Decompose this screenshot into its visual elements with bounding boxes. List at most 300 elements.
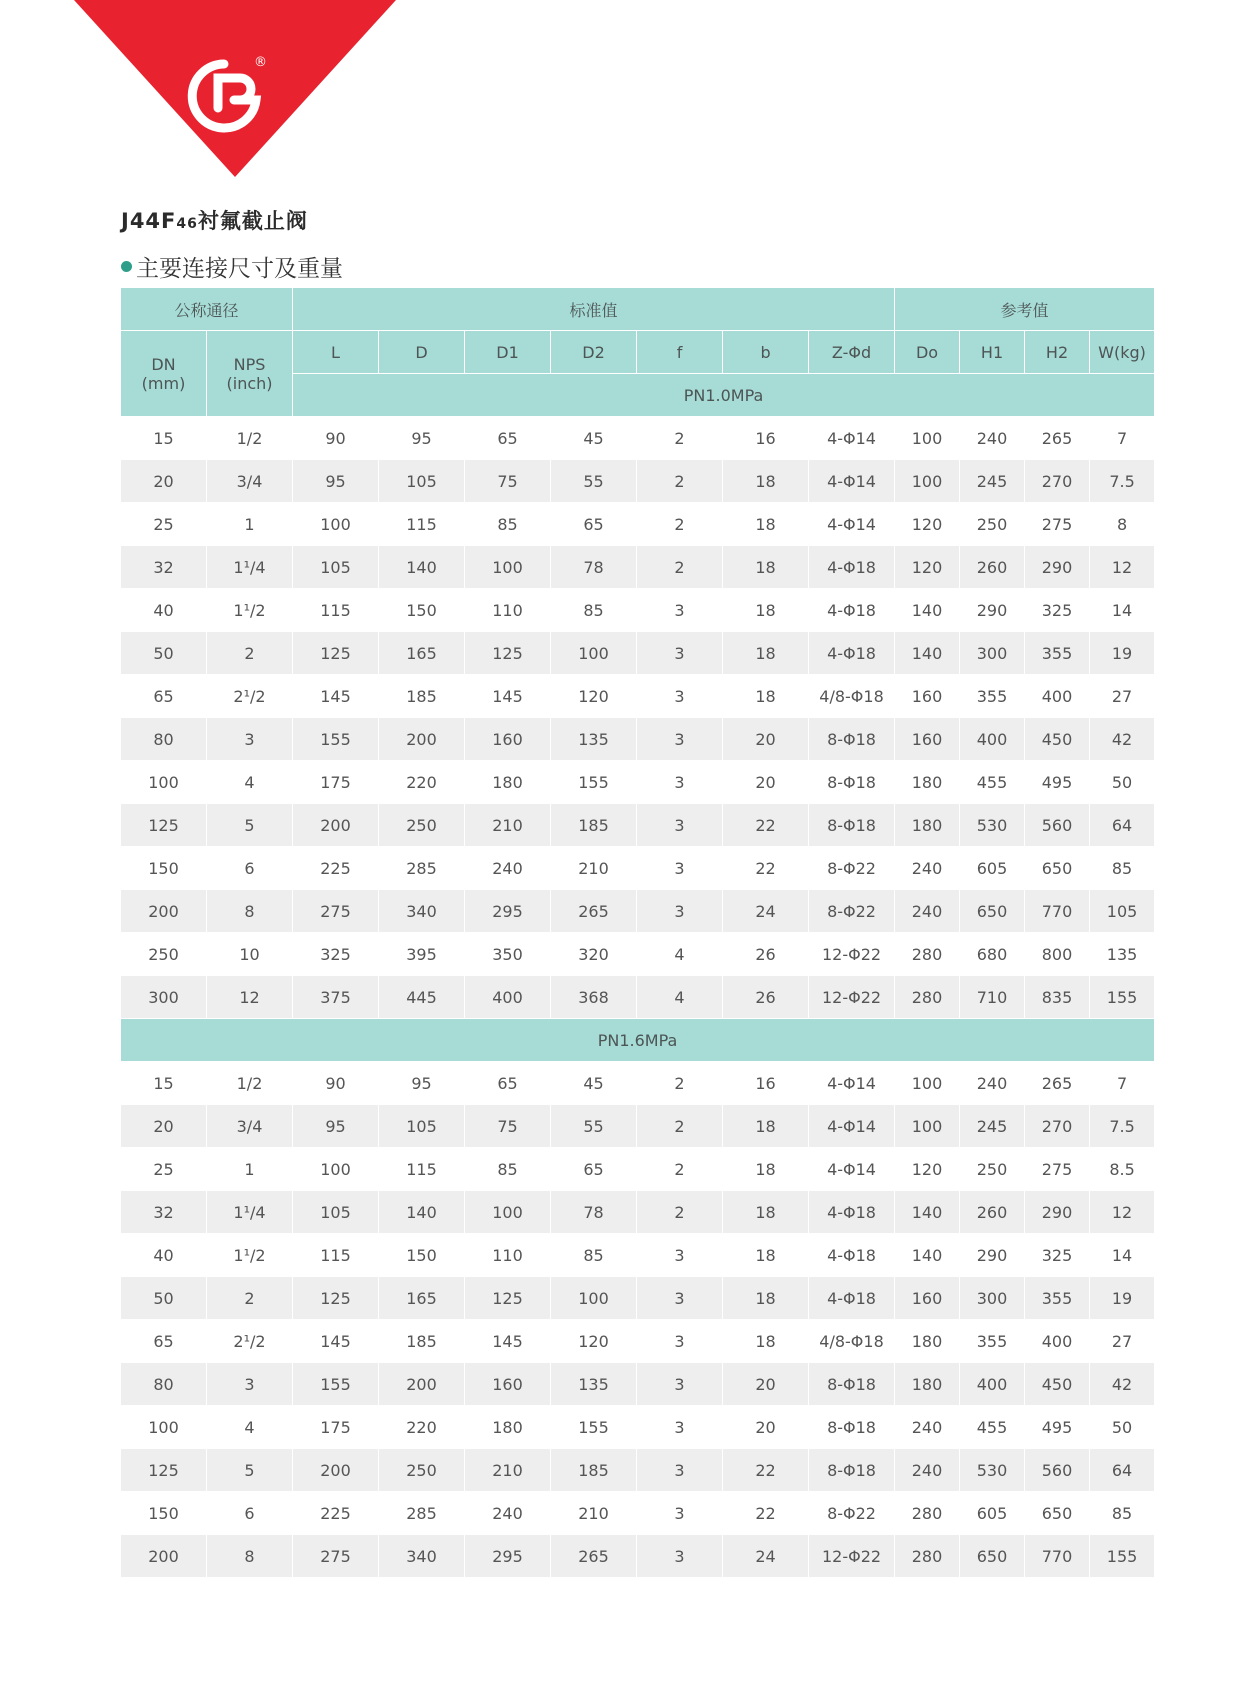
cell-nps: 2¹/2 bbox=[207, 1320, 293, 1363]
cell-h2: 450 bbox=[1025, 1363, 1090, 1406]
cell-d1: 110 bbox=[465, 589, 551, 632]
cell-dn: 50 bbox=[121, 632, 207, 675]
cell-l: 200 bbox=[293, 1449, 379, 1492]
cell-do: 280 bbox=[895, 1492, 960, 1535]
cell-l: 275 bbox=[293, 1535, 379, 1578]
header-L: L bbox=[293, 331, 379, 374]
header-dn bbox=[121, 331, 207, 417]
cell-b: 18 bbox=[723, 1277, 809, 1320]
cell-do: 160 bbox=[895, 1277, 960, 1320]
header-z-phi-d: Z-Φd bbox=[809, 331, 895, 374]
cell-do: 140 bbox=[895, 1191, 960, 1234]
cell-weight: 27 bbox=[1090, 1320, 1155, 1363]
cell-nps: 6 bbox=[207, 1492, 293, 1535]
cell-l: 325 bbox=[293, 933, 379, 976]
cell-d1: 160 bbox=[465, 1363, 551, 1406]
cell-nps: 12 bbox=[207, 976, 293, 1019]
cell-d2: 320 bbox=[551, 933, 637, 976]
cell-dn: 125 bbox=[121, 804, 207, 847]
cell-b: 18 bbox=[723, 503, 809, 546]
cell-weight: 50 bbox=[1090, 761, 1155, 804]
cell-h1: 680 bbox=[960, 933, 1025, 976]
cell-d: 340 bbox=[379, 1535, 465, 1578]
cell-weight: 19 bbox=[1090, 632, 1155, 675]
cell-f: 3 bbox=[637, 632, 723, 675]
cell-l: 225 bbox=[293, 847, 379, 890]
cell-do: 140 bbox=[895, 589, 960, 632]
cell-z-phi-d: 8-Φ22 bbox=[809, 1492, 895, 1535]
cell-z-phi-d: 8-Φ18 bbox=[809, 1406, 895, 1449]
cell-do: 280 bbox=[895, 933, 960, 976]
cell-z-phi-d: 12-Φ22 bbox=[809, 976, 895, 1019]
cell-nps: 8 bbox=[207, 890, 293, 933]
cell-do: 180 bbox=[895, 1320, 960, 1363]
cell-d2: 120 bbox=[551, 675, 637, 718]
cell-z-phi-d: 8-Φ18 bbox=[809, 1363, 895, 1406]
cell-d2: 45 bbox=[551, 417, 637, 460]
cell-nps: 1¹/4 bbox=[207, 1191, 293, 1234]
cell-nps: 1 bbox=[207, 503, 293, 546]
cell-do: 240 bbox=[895, 1449, 960, 1492]
cell-h2: 560 bbox=[1025, 804, 1090, 847]
cell-z-phi-d: 4-Φ14 bbox=[809, 460, 895, 503]
title-model: J44F bbox=[121, 209, 177, 233]
cell-do: 280 bbox=[895, 976, 960, 1019]
bullet-icon bbox=[121, 261, 132, 272]
cell-weight: 50 bbox=[1090, 1406, 1155, 1449]
cell-h1: 400 bbox=[960, 718, 1025, 761]
cell-z-phi-d: 4-Φ18 bbox=[809, 589, 895, 632]
table-row bbox=[121, 632, 1155, 675]
cell-l: 115 bbox=[293, 589, 379, 632]
cell-do: 180 bbox=[895, 1363, 960, 1406]
cell-b: 18 bbox=[723, 1234, 809, 1277]
table-row bbox=[121, 460, 1155, 503]
table-row bbox=[121, 847, 1155, 890]
table-row bbox=[121, 1535, 1155, 1578]
cell-z-phi-d: 8-Φ22 bbox=[809, 847, 895, 890]
cell-d2: 65 bbox=[551, 503, 637, 546]
table-row bbox=[121, 976, 1155, 1019]
cell-h1: 290 bbox=[960, 1234, 1025, 1277]
cell-h2: 290 bbox=[1025, 1191, 1090, 1234]
cell-f: 2 bbox=[637, 546, 723, 589]
cell-z-phi-d: 8-Φ18 bbox=[809, 761, 895, 804]
cell-d2: 210 bbox=[551, 1492, 637, 1535]
cell-do: 120 bbox=[895, 546, 960, 589]
cell-h2: 270 bbox=[1025, 1105, 1090, 1148]
cell-weight: 19 bbox=[1090, 1277, 1155, 1320]
cell-d: 140 bbox=[379, 1191, 465, 1234]
cell-d: 95 bbox=[379, 1062, 465, 1105]
cell-h1: 245 bbox=[960, 460, 1025, 503]
cell-dn: 20 bbox=[121, 1105, 207, 1148]
cell-f: 3 bbox=[637, 1363, 723, 1406]
cell-nps: 1 bbox=[207, 1148, 293, 1191]
cell-d: 285 bbox=[379, 847, 465, 890]
cell-d1: 400 bbox=[465, 976, 551, 1019]
cell-d1: 75 bbox=[465, 1105, 551, 1148]
cell-h1: 530 bbox=[960, 804, 1025, 847]
cell-dn: 125 bbox=[121, 1449, 207, 1492]
cell-d2: 120 bbox=[551, 1320, 637, 1363]
cell-d: 250 bbox=[379, 1449, 465, 1492]
header-nps bbox=[207, 331, 293, 417]
cell-dn: 25 bbox=[121, 1148, 207, 1191]
logo-triangle bbox=[74, 0, 396, 177]
cell-nps: 2 bbox=[207, 632, 293, 675]
cell-d: 150 bbox=[379, 589, 465, 632]
header-H1: H1 bbox=[960, 331, 1025, 374]
cell-h1: 400 bbox=[960, 1363, 1025, 1406]
header-Do: Do bbox=[895, 331, 960, 374]
cell-d: 285 bbox=[379, 1492, 465, 1535]
cell-l: 145 bbox=[293, 1320, 379, 1363]
header-D1: D1 bbox=[465, 331, 551, 374]
cell-l: 200 bbox=[293, 804, 379, 847]
cell-b: 18 bbox=[723, 632, 809, 675]
cell-f: 4 bbox=[637, 976, 723, 1019]
cell-do: 140 bbox=[895, 1234, 960, 1277]
cell-z-phi-d: 4-Φ14 bbox=[809, 1105, 895, 1148]
title-name: 衬氟截止阀 bbox=[197, 209, 308, 233]
cell-nps: 1/2 bbox=[207, 417, 293, 460]
cell-h1: 355 bbox=[960, 675, 1025, 718]
cell-do: 180 bbox=[895, 804, 960, 847]
cell-z-phi-d: 8-Φ22 bbox=[809, 890, 895, 933]
cell-d1: 180 bbox=[465, 761, 551, 804]
cell-d1: 210 bbox=[465, 804, 551, 847]
cell-nps: 3 bbox=[207, 1363, 293, 1406]
cell-h1: 455 bbox=[960, 761, 1025, 804]
table-row bbox=[121, 761, 1155, 804]
cell-l: 95 bbox=[293, 460, 379, 503]
header-nps-label: NPS bbox=[233, 354, 266, 374]
cell-do: 140 bbox=[895, 632, 960, 675]
cell-weight: 8 bbox=[1090, 503, 1155, 546]
cell-d2: 100 bbox=[551, 1277, 637, 1320]
cell-dn: 300 bbox=[121, 976, 207, 1019]
cell-l: 105 bbox=[293, 546, 379, 589]
cell-d1: 110 bbox=[465, 1234, 551, 1277]
cell-dn: 40 bbox=[121, 1234, 207, 1277]
cell-dn: 100 bbox=[121, 761, 207, 804]
cell-d1: 85 bbox=[465, 503, 551, 546]
cell-b: 20 bbox=[723, 1406, 809, 1449]
cell-f: 3 bbox=[637, 1449, 723, 1492]
cell-l: 275 bbox=[293, 890, 379, 933]
cell-f: 2 bbox=[637, 1105, 723, 1148]
cell-b: 18 bbox=[723, 1148, 809, 1191]
cell-dn: 15 bbox=[121, 1062, 207, 1105]
cell-l: 155 bbox=[293, 1363, 379, 1406]
table-body-pn16 bbox=[121, 1062, 1155, 1578]
cell-h1: 605 bbox=[960, 1492, 1025, 1535]
cell-d2: 155 bbox=[551, 1406, 637, 1449]
cell-weight: 27 bbox=[1090, 675, 1155, 718]
header-D2: D2 bbox=[551, 331, 637, 374]
cell-l: 125 bbox=[293, 632, 379, 675]
cell-b: 16 bbox=[723, 1062, 809, 1105]
cell-b: 18 bbox=[723, 1320, 809, 1363]
cell-d: 200 bbox=[379, 718, 465, 761]
cell-do: 160 bbox=[895, 718, 960, 761]
cell-h1: 355 bbox=[960, 1320, 1025, 1363]
table-row bbox=[121, 1406, 1155, 1449]
cell-f: 3 bbox=[637, 1492, 723, 1535]
cell-b: 18 bbox=[723, 1191, 809, 1234]
cell-z-phi-d: 4-Φ18 bbox=[809, 632, 895, 675]
cell-h1: 260 bbox=[960, 1191, 1025, 1234]
cell-d1: 125 bbox=[465, 632, 551, 675]
cell-d2: 135 bbox=[551, 718, 637, 761]
cell-f: 3 bbox=[637, 1234, 723, 1277]
cell-weight: 14 bbox=[1090, 1234, 1155, 1277]
cell-weight: 155 bbox=[1090, 976, 1155, 1019]
cell-l: 90 bbox=[293, 417, 379, 460]
cell-do: 100 bbox=[895, 460, 960, 503]
cell-d2: 65 bbox=[551, 1148, 637, 1191]
cell-h2: 835 bbox=[1025, 976, 1090, 1019]
table-body-pn10 bbox=[121, 417, 1155, 1019]
cell-d2: 85 bbox=[551, 589, 637, 632]
cell-d1: 100 bbox=[465, 1191, 551, 1234]
cell-dn: 65 bbox=[121, 1320, 207, 1363]
cell-l: 125 bbox=[293, 1277, 379, 1320]
table-row bbox=[121, 675, 1155, 718]
cell-l: 95 bbox=[293, 1105, 379, 1148]
cell-f: 3 bbox=[637, 804, 723, 847]
pressure-band-pn10: PN1.0MPa bbox=[293, 374, 1155, 417]
header-b: b bbox=[723, 331, 809, 374]
cell-weight: 7 bbox=[1090, 417, 1155, 460]
cell-l: 225 bbox=[293, 1492, 379, 1535]
cell-dn: 20 bbox=[121, 460, 207, 503]
table-row bbox=[121, 1062, 1155, 1105]
cell-z-phi-d: 4-Φ14 bbox=[809, 417, 895, 460]
cell-z-phi-d: 8-Φ18 bbox=[809, 1449, 895, 1492]
cell-b: 20 bbox=[723, 718, 809, 761]
cell-l: 155 bbox=[293, 718, 379, 761]
brand-logo bbox=[74, 0, 396, 177]
cell-f: 3 bbox=[637, 890, 723, 933]
cell-d: 185 bbox=[379, 1320, 465, 1363]
cell-b: 22 bbox=[723, 1449, 809, 1492]
cell-do: 120 bbox=[895, 503, 960, 546]
cell-h2: 450 bbox=[1025, 718, 1090, 761]
table-row bbox=[121, 804, 1155, 847]
cell-weight: 7.5 bbox=[1090, 460, 1155, 503]
cell-dn: 32 bbox=[121, 546, 207, 589]
cell-d2: 185 bbox=[551, 1449, 637, 1492]
cell-d: 395 bbox=[379, 933, 465, 976]
cell-do: 240 bbox=[895, 847, 960, 890]
cell-do: 100 bbox=[895, 1105, 960, 1148]
cell-l: 100 bbox=[293, 1148, 379, 1191]
table-row bbox=[121, 589, 1155, 632]
cell-dn: 25 bbox=[121, 503, 207, 546]
cell-f: 2 bbox=[637, 1148, 723, 1191]
cell-z-phi-d: 8-Φ18 bbox=[809, 804, 895, 847]
cell-d1: 210 bbox=[465, 1449, 551, 1492]
table-row bbox=[121, 1277, 1155, 1320]
cell-dn: 150 bbox=[121, 847, 207, 890]
cell-f: 2 bbox=[637, 1191, 723, 1234]
cell-h2: 800 bbox=[1025, 933, 1090, 976]
cell-b: 22 bbox=[723, 1492, 809, 1535]
header-reference-values: 参考值 bbox=[895, 288, 1155, 331]
cell-z-phi-d: 4-Φ14 bbox=[809, 503, 895, 546]
cell-d2: 100 bbox=[551, 632, 637, 675]
cell-d2: 368 bbox=[551, 976, 637, 1019]
cell-h1: 260 bbox=[960, 546, 1025, 589]
cell-z-phi-d: 4-Φ14 bbox=[809, 1148, 895, 1191]
cell-dn: 250 bbox=[121, 933, 207, 976]
cell-dn: 80 bbox=[121, 718, 207, 761]
cell-weight: 155 bbox=[1090, 1535, 1155, 1578]
table-row bbox=[121, 933, 1155, 976]
cell-d1: 65 bbox=[465, 417, 551, 460]
cell-z-phi-d: 12-Φ22 bbox=[809, 1535, 895, 1578]
cell-f: 3 bbox=[637, 1277, 723, 1320]
cell-f: 2 bbox=[637, 460, 723, 503]
cell-d1: 100 bbox=[465, 546, 551, 589]
cell-h1: 710 bbox=[960, 976, 1025, 1019]
cell-weight: 85 bbox=[1090, 1492, 1155, 1535]
cell-d2: 135 bbox=[551, 1363, 637, 1406]
cell-do: 100 bbox=[895, 1062, 960, 1105]
cell-d2: 185 bbox=[551, 804, 637, 847]
cell-b: 18 bbox=[723, 460, 809, 503]
table-row bbox=[121, 503, 1155, 546]
cell-b: 26 bbox=[723, 976, 809, 1019]
cell-dn: 40 bbox=[121, 589, 207, 632]
cell-b: 26 bbox=[723, 933, 809, 976]
cell-h1: 300 bbox=[960, 1277, 1025, 1320]
cell-nps: 6 bbox=[207, 847, 293, 890]
cell-l: 375 bbox=[293, 976, 379, 1019]
cell-f: 2 bbox=[637, 1062, 723, 1105]
cell-z-phi-d: 4/8-Φ18 bbox=[809, 1320, 895, 1363]
cell-d1: 295 bbox=[465, 890, 551, 933]
cell-h1: 650 bbox=[960, 890, 1025, 933]
cell-weight: 64 bbox=[1090, 1449, 1155, 1492]
cell-h2: 495 bbox=[1025, 1406, 1090, 1449]
cell-b: 24 bbox=[723, 1535, 809, 1578]
header-dn-label: DN bbox=[151, 354, 176, 374]
cell-d1: 295 bbox=[465, 1535, 551, 1578]
cell-nps: 2 bbox=[207, 1277, 293, 1320]
cell-h2: 270 bbox=[1025, 460, 1090, 503]
cell-d: 340 bbox=[379, 890, 465, 933]
cell-d: 105 bbox=[379, 460, 465, 503]
cell-h2: 560 bbox=[1025, 1449, 1090, 1492]
table-row bbox=[121, 1191, 1155, 1234]
cell-z-phi-d: 12-Φ22 bbox=[809, 933, 895, 976]
cell-do: 180 bbox=[895, 761, 960, 804]
header-nominal-diameter: 公称通径 bbox=[121, 288, 293, 331]
cell-f: 2 bbox=[637, 417, 723, 460]
cell-d: 185 bbox=[379, 675, 465, 718]
cell-dn: 200 bbox=[121, 1535, 207, 1578]
cell-d2: 85 bbox=[551, 1234, 637, 1277]
table-row bbox=[121, 1148, 1155, 1191]
cell-d: 115 bbox=[379, 503, 465, 546]
cell-z-phi-d: 4-Φ18 bbox=[809, 1234, 895, 1277]
table-row bbox=[121, 546, 1155, 589]
cell-h1: 650 bbox=[960, 1535, 1025, 1578]
cell-weight: 7.5 bbox=[1090, 1105, 1155, 1148]
cell-b: 18 bbox=[723, 1105, 809, 1148]
cell-d1: 160 bbox=[465, 718, 551, 761]
cell-weight: 8.5 bbox=[1090, 1148, 1155, 1191]
cell-d2: 45 bbox=[551, 1062, 637, 1105]
table-row bbox=[121, 718, 1155, 761]
cell-b: 18 bbox=[723, 546, 809, 589]
cell-z-phi-d: 4-Φ14 bbox=[809, 1062, 895, 1105]
cell-d1: 125 bbox=[465, 1277, 551, 1320]
cell-d: 105 bbox=[379, 1105, 465, 1148]
registered-mark: ® bbox=[254, 55, 267, 70]
cell-dn: 100 bbox=[121, 1406, 207, 1449]
cell-d1: 85 bbox=[465, 1148, 551, 1191]
cell-f: 3 bbox=[637, 761, 723, 804]
cell-nps: 1¹/4 bbox=[207, 546, 293, 589]
cell-l: 145 bbox=[293, 675, 379, 718]
cell-l: 175 bbox=[293, 761, 379, 804]
cell-b: 18 bbox=[723, 675, 809, 718]
cell-f: 2 bbox=[637, 503, 723, 546]
cell-weight: 12 bbox=[1090, 1191, 1155, 1234]
cell-l: 100 bbox=[293, 503, 379, 546]
cell-h2: 770 bbox=[1025, 1535, 1090, 1578]
header-nps-unit: (inch) bbox=[226, 373, 273, 393]
cell-weight: 14 bbox=[1090, 589, 1155, 632]
cell-d1: 240 bbox=[465, 1492, 551, 1535]
table-row bbox=[121, 417, 1155, 460]
cell-dn: 50 bbox=[121, 1277, 207, 1320]
table-row bbox=[121, 890, 1155, 933]
cell-d2: 55 bbox=[551, 1105, 637, 1148]
cell-d: 150 bbox=[379, 1234, 465, 1277]
cell-weight: 85 bbox=[1090, 847, 1155, 890]
header-standard-values: 标准值 bbox=[293, 288, 895, 331]
cell-nps: 10 bbox=[207, 933, 293, 976]
cell-h2: 770 bbox=[1025, 890, 1090, 933]
cell-b: 18 bbox=[723, 589, 809, 632]
cell-d: 95 bbox=[379, 417, 465, 460]
cell-h1: 455 bbox=[960, 1406, 1025, 1449]
cell-h2: 325 bbox=[1025, 589, 1090, 632]
cell-h2: 275 bbox=[1025, 503, 1090, 546]
cell-d2: 155 bbox=[551, 761, 637, 804]
cell-h1: 290 bbox=[960, 589, 1025, 632]
cell-h1: 245 bbox=[960, 1105, 1025, 1148]
cell-d1: 145 bbox=[465, 675, 551, 718]
cell-d1: 180 bbox=[465, 1406, 551, 1449]
pressure-band-pn16: PN1.6MPa bbox=[121, 1019, 1155, 1062]
table-row bbox=[121, 1449, 1155, 1492]
cell-weight: 64 bbox=[1090, 804, 1155, 847]
cell-do: 120 bbox=[895, 1148, 960, 1191]
cell-l: 90 bbox=[293, 1062, 379, 1105]
cell-h2: 355 bbox=[1025, 632, 1090, 675]
table-row bbox=[121, 1363, 1155, 1406]
cell-d1: 350 bbox=[465, 933, 551, 976]
cell-d1: 240 bbox=[465, 847, 551, 890]
cell-d: 165 bbox=[379, 1277, 465, 1320]
cell-nps: 3 bbox=[207, 718, 293, 761]
